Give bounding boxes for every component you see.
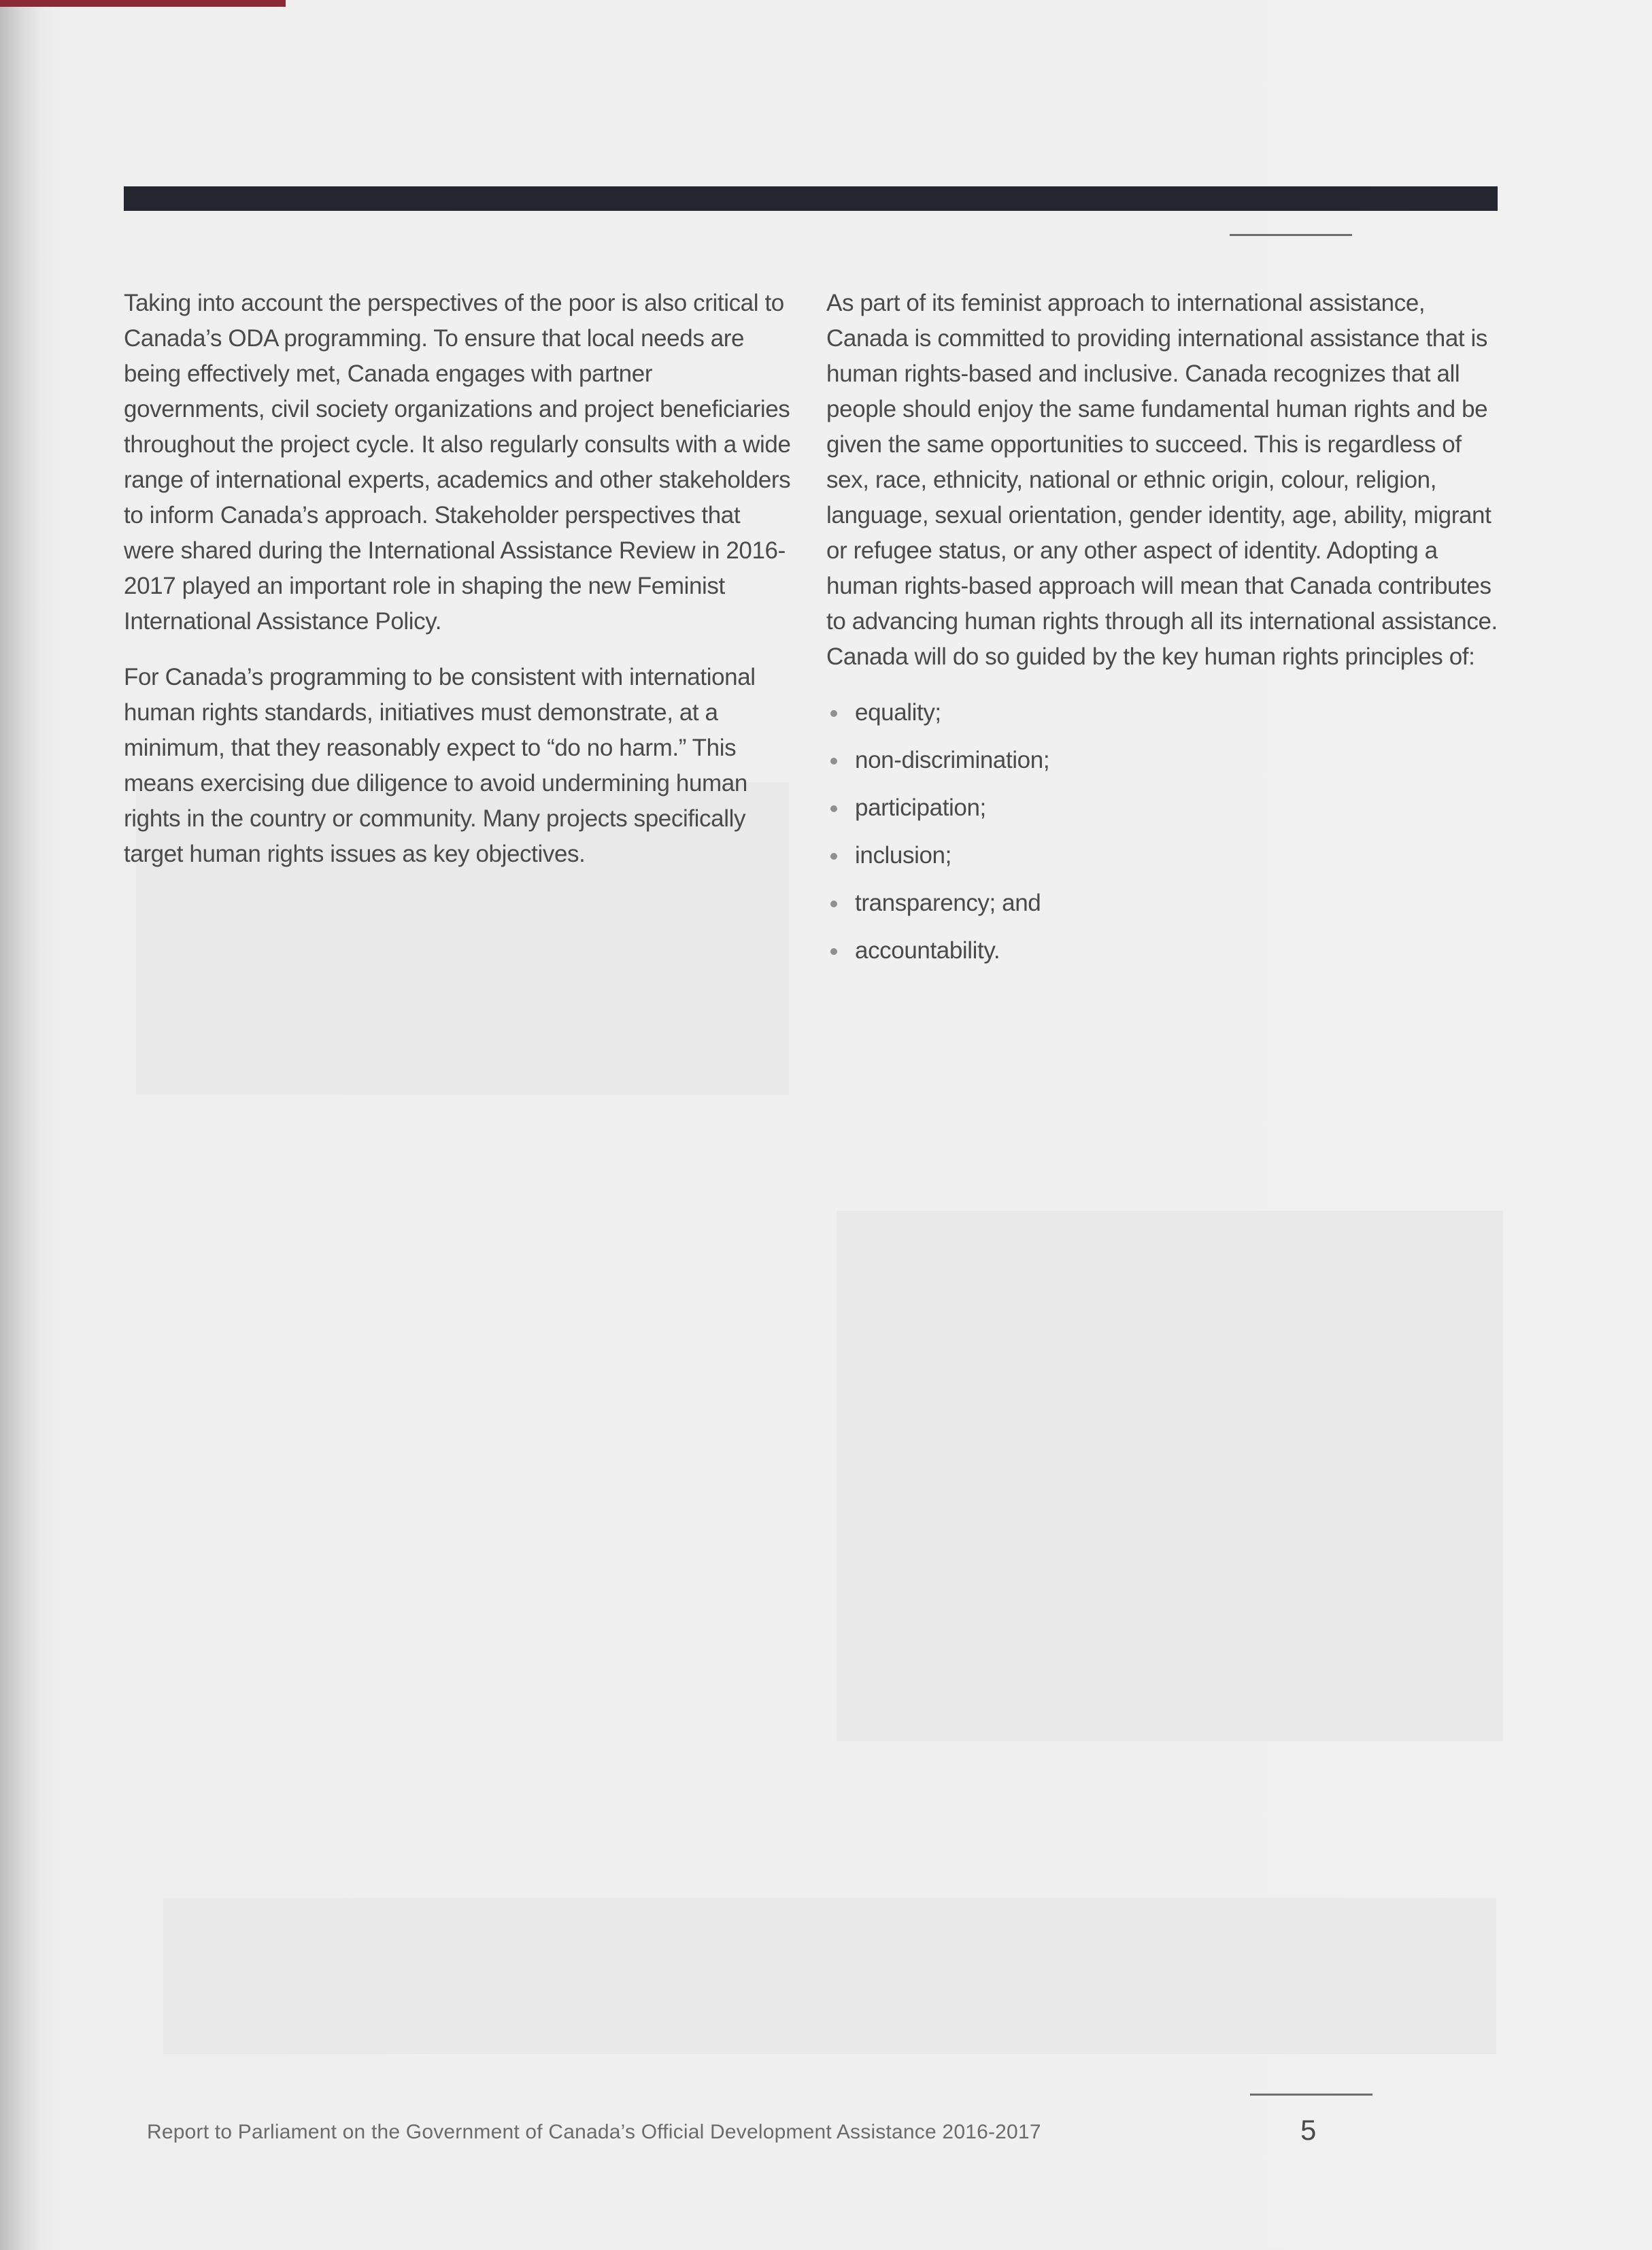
- principles-list: [826, 695, 1506, 969]
- list-item: accountability.: [826, 933, 1506, 969]
- right-column: [826, 286, 1506, 981]
- header-rule: [1230, 234, 1352, 236]
- page-number: 5: [1300, 2114, 1317, 2146]
- list-item: participation;: [826, 790, 1506, 826]
- paragraph: Taking into account the perspectives of the poor is also critical to Canada’s ODA programming. To ensure that local needs are being effectively met, Canada engages with partner governments, civil society organizations and project beneficiaries throughout the project cycle. It also regularly consults with a wide range of international experts, academics and other stakeholders to inform Canada’s approach. Stakeholder perspectives that were shared during the International Assistance Review in 2016-2017 played an important role in shaping the new Feminist International Assistance Policy.: [124, 290, 791, 635]
- show-through-image: [163, 1898, 1496, 2054]
- show-through-image: [837, 1211, 1503, 1741]
- paragraph: For Canada’s programming to be consistent with international human rights standards, initiatives must demonstrate, at a minimum, that they reasonably expect to “do no harm.” This means exercising due diligence to avoid undermining human rights in the country or community. Many projects specifically target human rights issues as key objectives.: [124, 664, 756, 867]
- list-item: non-discrimination;: [826, 743, 1506, 778]
- footer-title: Report to Parliament on the Government of Canada’s Official Development Assistance 2016-2017: [147, 2121, 1041, 2143]
- list-item: transparency; and: [826, 886, 1506, 921]
- book-spine: [0, 0, 39, 2250]
- left-column: [124, 286, 794, 892]
- list-item: equality;: [826, 695, 1506, 731]
- footer-rule: [1250, 2094, 1372, 2096]
- list-item: inclusion;: [826, 838, 1506, 873]
- header-bar: [124, 186, 1498, 211]
- cover-edge: [0, 0, 286, 7]
- paragraph: As part of its feminist approach to international assistance, Canada is committed to providing international assistance that is human rights-based and inclusive. Canada recognizes that all people should enjoy the same fundamental human rights and be given the same opportunities to succeed. This is regardless of sex, race, ethnicity, national or ethnic origin, colour, religion, language, sexual orientation, gender identity, age, ability, migrant or refugee status, or any other aspect of identity. Adopting a human rights-based approach will mean that Canada contributes to advancing human rights through all its international assistance. Canada will do so guided by the key human rights principles of:: [826, 290, 1498, 670]
